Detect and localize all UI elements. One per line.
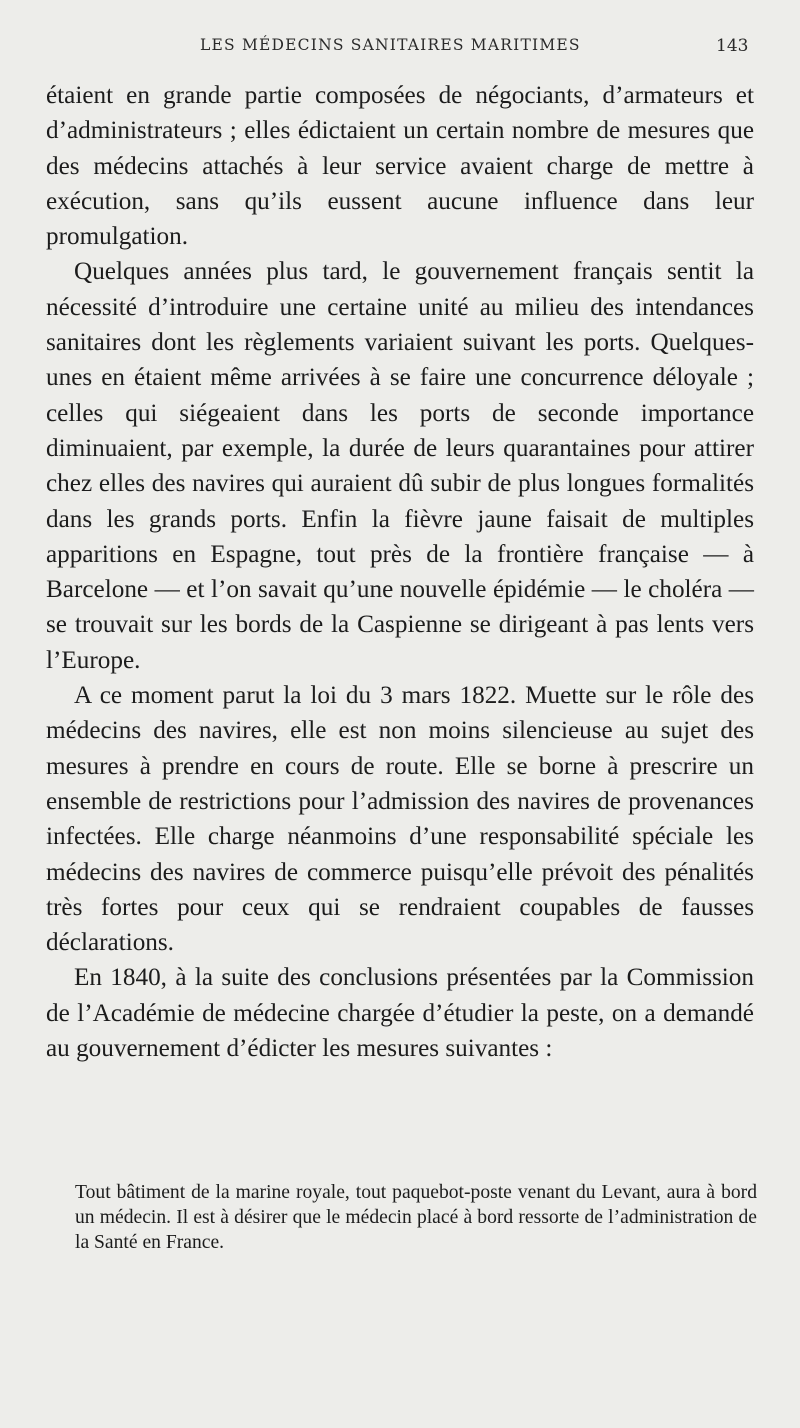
page-header	[0, 36, 800, 60]
paragraph-3: A ce moment parut la loi du 3 mars 1822. Muette sur le rôle des médecins des navires, elle est non moins silencieuse au sujet des mesures à prendre en cours de route. Elle se borne à prescrire un ensemble de restrictions pour l’admission des navires de provenances infectées. Elle charge néanmoins d’une responsabilité spéciale les médecins des navires de commerce puisqu’elle prévoit des pénalités très fortes pour ceux qui se rendraient coupables de fausses déclarations.	[46, 682, 754, 957]
body-text	[46, 78, 754, 1066]
running-head: LES MÉDECINS SANITAIRES MARITIMES	[200, 36, 581, 54]
paragraph-2: Quelques années plus tard, le gouvernement français sentit la nécessité d’introduire une certaine unité au milieu des intendances sanitaires dont les règlements variaient suivant les ports. Quelques-unes en étaient même arrivées à se faire une concurrence déloyale ; celles qui siégeaient dans les ports de seconde importance diminuaient, par exemple, la durée de leurs quarantaines pour attirer chez elles des navires qui auraient dû subir de plus longues formalités dans les grands ports. Enfin la fièvre jaune faisait de multiples apparitions en Espagne, tout près de la frontière française — à Barcelone — et l’on savait qu’une nouvelle épidémie — le choléra — se trouvait sur les bords de la Caspienne se dirigeant à pas lents vers l’Europe.	[46, 258, 754, 674]
quote-text: Tout bâtiment de la marine royale, tout paquebot-poste venant du Levant, aura à bord un médecin. Il est à désirer que le médecin placé à bord ressorte de l’administration de la Santé en France.	[75, 1182, 757, 1253]
block-quote	[75, 1180, 757, 1255]
page-number: 143	[716, 36, 749, 56]
paragraph-1: étaient en grande partie composées de négociants, d’armateurs et d’administrateurs ; elles édictaient un certain nombre de mesures que des médecins attachés à leur service avaient charge de mettre à exécution, sans qu’ils eussent aucune influence dans leur promulgation.	[46, 82, 754, 251]
paragraph-4: En 1840, à la suite des conclusions présentées par la Commission de l’Académie de médecine chargée d’étudier la peste, on a demandé au gouvernement d’édicter les mesures suivantes :	[46, 964, 754, 1063]
